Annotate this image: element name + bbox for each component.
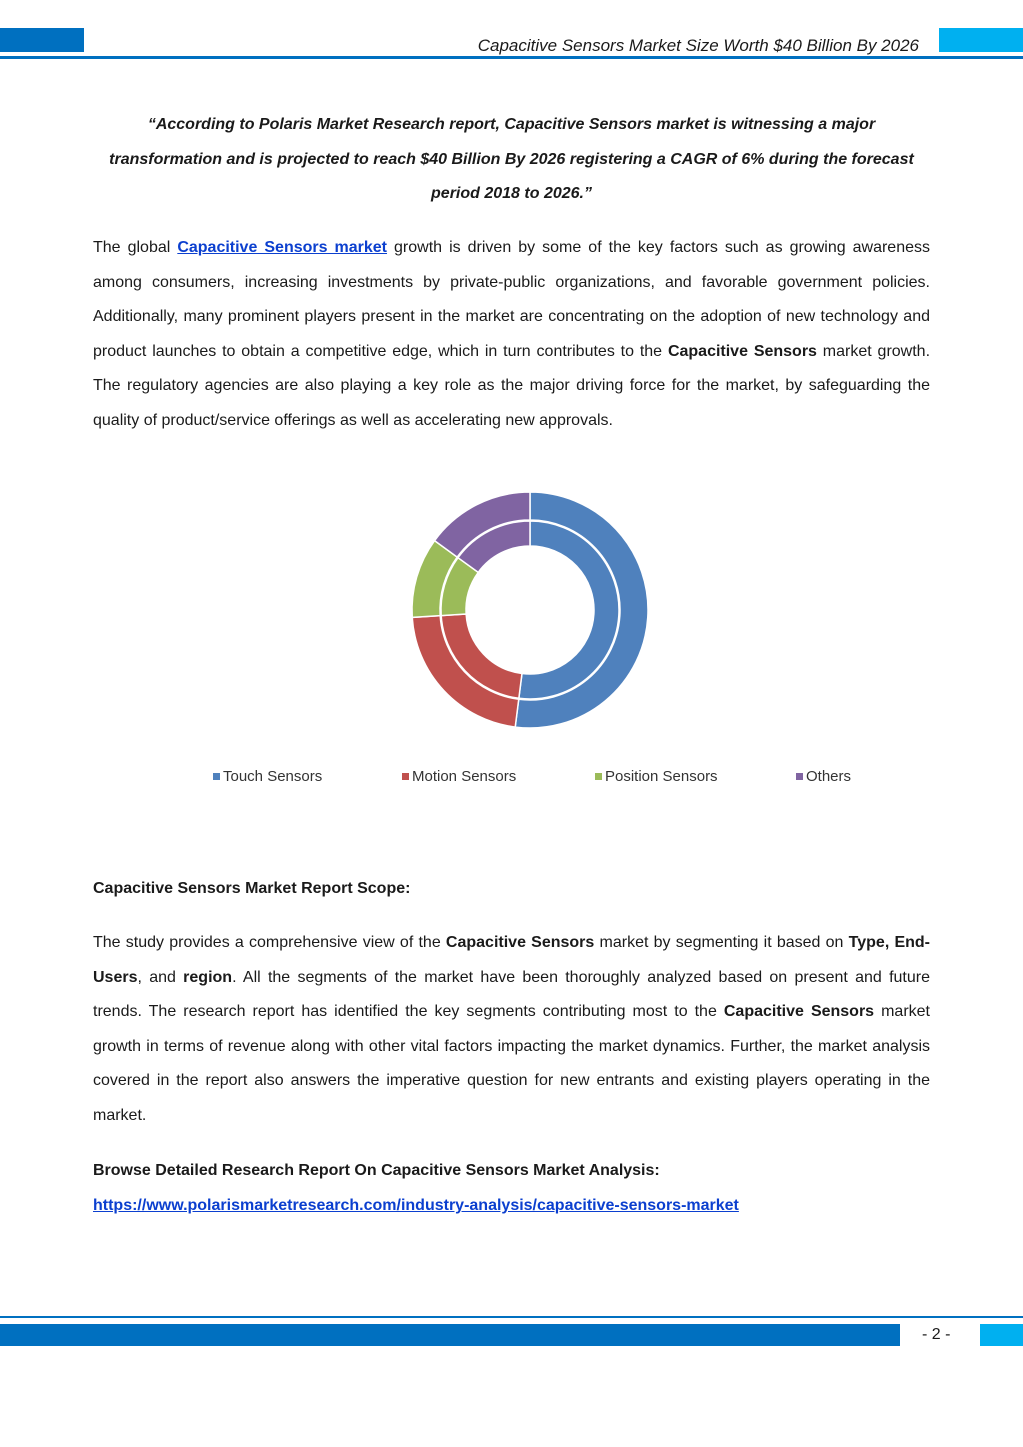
segment-donut-chart xyxy=(380,475,660,755)
legend-item-touch-sensors xyxy=(213,768,322,785)
p1-bold-1: Capacitive Sensors xyxy=(667,342,817,360)
legend-label-others: Others xyxy=(806,768,852,785)
p1-text-2: growth is driven by some of the key factors such as growing awareness among consumers, increasing investments by private-public organizations, and favorable government policies. Additionally, many prominent players present in the market are concentrating on the adoption of new technology and product launches to obtain a competitive edge, which in turn contributes to the xyxy=(93,239,931,360)
footer-rule xyxy=(0,1316,1023,1318)
footer-bar xyxy=(0,1324,900,1346)
p1-text-1: The global xyxy=(93,239,178,256)
p2-bold-2: Type, End-Users xyxy=(93,934,931,986)
chart-legend xyxy=(0,768,1023,788)
header-left-block xyxy=(0,28,84,52)
legend-item-position-sensors xyxy=(595,768,718,785)
p1-text-3: market growth. The regulatory agencies are also playing a key role as the major driving force for the market, by safeguarding the quality of product/service offerings as well as accelerating new approvals. xyxy=(93,342,931,429)
p2-bold-3: region xyxy=(183,968,233,986)
capacitive-sensors-market-link[interactable]: Capacitive Sensors market xyxy=(177,239,388,256)
p2-text-2: market by segmenting it based on xyxy=(594,934,849,951)
header-right-block xyxy=(939,28,1023,52)
intro-quote: “According to Polaris Market Research report, Capacitive Sensors market is witnessing a major transformation and is projected to reach $40 Billion By 2026 registering a CAGR of 6% during the forecast period 2018 to 2026.” xyxy=(109,116,914,202)
p2-text-4: . All the segments of the market have been thoroughly analyzed based on present and future trends. The research report has identified the key segments contributing most to the xyxy=(93,968,930,1021)
p2-text-3: , and xyxy=(137,968,184,986)
legend-label-motion: Motion Sensors xyxy=(412,768,517,785)
legend-item-others xyxy=(796,768,851,785)
legend-label-touch: Touch Sensors xyxy=(223,768,323,785)
legend-swatch-others xyxy=(796,773,803,780)
header-rule xyxy=(0,56,1023,59)
report-url-link[interactable]: https://www.polarismarketresearch.com/industry-analysis/capacitive-sensors-market xyxy=(93,1197,739,1214)
section-heading-report-scope: Capacitive Sensors Market Report Scope: xyxy=(93,880,411,897)
legend-swatch-position xyxy=(595,773,602,780)
footer-right-block xyxy=(980,1324,1023,1346)
legend-swatch-motion xyxy=(402,773,409,780)
section-heading-browse-report: Browse Detailed Research Report On Capacitive Sensors Market Analysis: xyxy=(93,1162,660,1179)
page-number: - 2 - xyxy=(922,1326,951,1343)
legend-item-motion-sensors xyxy=(402,768,516,785)
browse-link-line xyxy=(93,1197,739,1215)
legend-label-position: Position Sensors xyxy=(605,768,718,785)
p2-bold-4: Capacitive Sensors xyxy=(723,1003,875,1021)
header-title: Capacitive Sensors Market Size Worth $40 Billion By 2026 xyxy=(477,36,919,55)
paragraph-report-scope xyxy=(93,926,930,1134)
legend-swatch-touch xyxy=(213,773,220,780)
p2-text-1: The study provides a comprehensive view of the xyxy=(93,934,446,951)
paragraph-market-drivers xyxy=(93,231,930,439)
p2-bold-1: Capacitive Sensors xyxy=(445,934,595,951)
p2-text-5: market growth in terms of revenue along with other vital factors impacting the market dynamics. Further, the market analysis covered in the report also answers the imperative question for new entrants and existing players operating in the market. xyxy=(93,1003,930,1124)
